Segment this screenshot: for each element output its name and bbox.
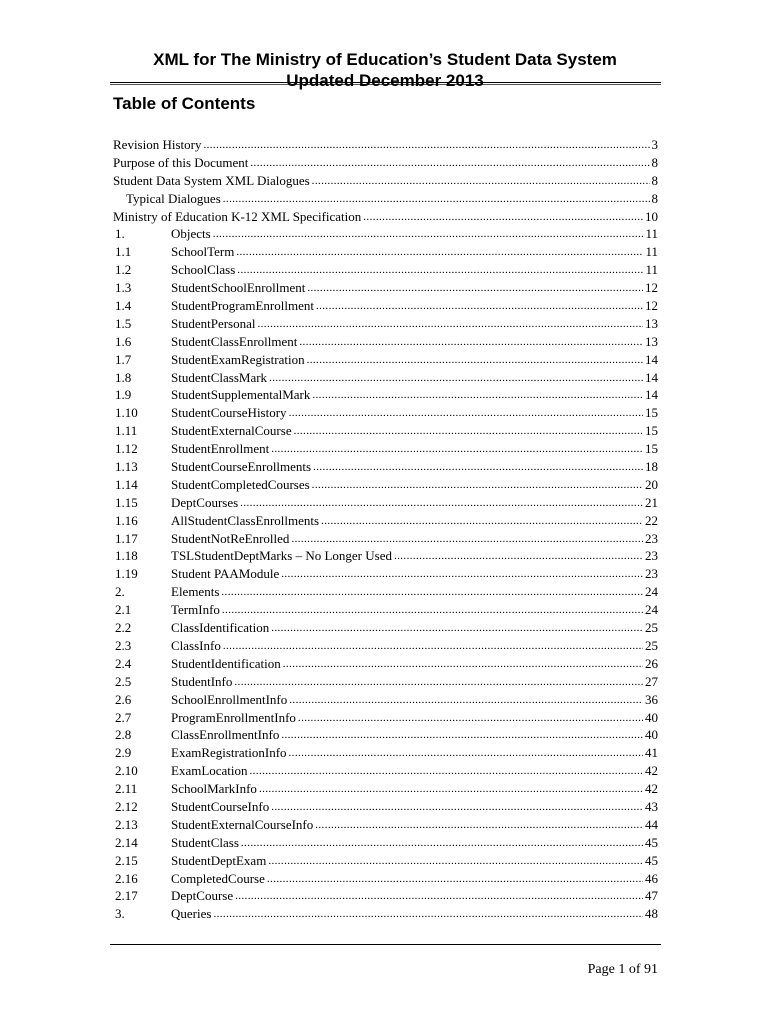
toc-entry-page: 18 [645,459,658,475]
toc-entry-number: 2.17 [115,888,138,904]
toc-entry-number: 2.15 [115,852,138,868]
toc-entry-number: 1.18 [115,548,138,564]
toc-entry-page: 45 [645,834,658,850]
toc-entry-number: 1.3 [115,280,132,296]
document-subtitle: Updated December 2013 [286,71,484,90]
toc-entry[interactable] [113,583,658,601]
toc-entry-number: 1.11 [115,423,138,439]
toc-entry-page: 36 [645,691,658,707]
toc-entry-number: 1.14 [115,476,138,492]
toc-entry[interactable] [113,887,658,905]
toc-entry-label: Purpose of this Document [113,154,249,170]
toc-entry-page: 11 [645,262,658,278]
toc-entry-label: TermInfo [171,602,220,618]
toc-entry-label: DeptCourses [171,494,239,510]
toc-entry-label: StudentPersonal [171,315,256,331]
toc-entry-label: StudentNotReEnrolled [171,530,290,546]
toc-entry[interactable] [113,333,658,351]
toc-entry[interactable] [113,386,658,404]
toc-entry-label: ClassEnrollmentInfo [171,727,280,743]
toc-entry-label: StudentExamRegistration [171,351,305,367]
toc-entry-label: StudentDeptExam [171,852,267,868]
toc-entry-page: 25 [645,637,658,653]
toc-entry[interactable] [113,619,658,637]
toc-entry-label: StudentClass [171,834,239,850]
toc-entry-label: StudentProgramEnrollment [171,298,314,314]
toc-entry-number: 1.6 [115,333,132,349]
toc-entry-page: 12 [645,280,658,296]
toc-entry-label: StudentSchoolEnrollment [171,280,306,296]
toc-entry-number: 2.9 [115,745,132,761]
toc-entry-page: 15 [645,405,658,421]
toc-entry-page: 24 [645,602,658,618]
toc-entry-label: SchoolClass [171,262,236,278]
toc-entry-number: 1.9 [115,387,132,403]
toc-entry-label: CompletedCourse [171,870,265,886]
toc-entry-label: Queries [171,906,212,922]
toc-entry-label: Student PAAModule [171,566,280,582]
toc-entry-page: 12 [645,298,658,314]
toc-entry[interactable] [113,530,658,548]
toc-entry-number: 1.13 [115,459,138,475]
toc-entry-number: 2.6 [115,691,132,707]
toc-entry-label: StudentClassMark [171,369,268,385]
toc-entry-number: 2.14 [115,834,138,850]
table-of-contents [113,136,658,923]
toc-entry[interactable] [113,279,658,297]
toc-entry-page: 22 [645,512,658,528]
toc-entry-label: StudentExternalCourseInfo [171,816,314,832]
toc-entry[interactable] [113,547,658,565]
toc-entry-number: 2.4 [115,655,132,671]
toc-entry-page: 10 [645,208,658,224]
toc-entry-number: 1.16 [115,512,138,528]
toc-entry[interactable] [113,440,658,458]
toc-entry-label: StudentCourseHistory [171,405,287,421]
toc-entry-label: Student Data System XML Dialogues [113,172,310,188]
toc-entry-label: StudentCourseInfo [171,798,270,814]
toc-entry[interactable] [113,834,658,852]
footer-rule [110,944,661,945]
toc-entry-number: 2.16 [115,870,138,886]
toc-entry-page: 14 [645,351,658,367]
toc-entry-page: 26 [645,655,658,671]
toc-entry-page: 11 [645,244,658,260]
toc-entry-label: StudentEnrollment [171,441,270,457]
toc-entry-number: 2.3 [115,637,132,653]
toc-entry-label: StudentCourseEnrollments [171,459,312,475]
page-number: Page 1 of 91 [587,962,658,977]
toc-entry-number: 2.1 [115,602,132,618]
toc-entry-label: StudentIdentification [171,655,281,671]
toc-entry-page: 11 [645,226,658,242]
toc-entry[interactable] [113,172,658,190]
toc-entry-label: Typical Dialogues [126,190,221,206]
toc-entry-label: Objects [171,226,211,242]
toc-entry-label: StudentInfo [171,673,233,689]
toc-entry-page: 13 [645,333,658,349]
toc-entry-page: 14 [645,387,658,403]
toc-entry-number: 2.10 [115,763,138,779]
toc-entry-page: 8 [651,154,658,170]
toc-entry-number: 2.13 [115,816,138,832]
toc-entry-page: 13 [645,315,658,331]
toc-dot-leader [213,904,643,924]
toc-entry-page: 47 [645,888,658,904]
toc-entry[interactable] [113,798,658,816]
toc-entry[interactable] [113,673,658,691]
toc-entry[interactable] [113,225,658,243]
toc-entry[interactable] [113,494,658,512]
toc-entry[interactable] [113,458,658,476]
toc-entry[interactable] [113,905,658,923]
toc-entry[interactable] [113,404,658,422]
toc-entry[interactable] [113,691,658,709]
toc-entry[interactable] [113,870,658,888]
toc-entry-number: 1.2 [115,262,132,278]
toc-entry-label: SchoolMarkInfo [171,781,257,797]
toc-entry[interactable] [113,243,658,261]
toc-entry-label: TSLStudentDeptMarks – No Longer Used [171,548,392,564]
toc-entry-number: 1.12 [115,441,138,457]
toc-entry-label: StudentClassEnrollment [171,333,298,349]
toc-entry-label: Elements [171,584,220,600]
toc-entry-number: 1.4 [115,298,132,314]
toc-entry-page: 23 [645,530,658,546]
toc-heading: Table of Contents [113,94,256,113]
toc-entry-label: StudentExternalCourse [171,423,292,439]
toc-entry[interactable] [113,136,658,154]
toc-entry-label: Revision History [113,137,202,152]
document-title: XML for The Ministry of Education’s Student Data System [153,50,617,69]
toc-entry-label: StudentSupplementalMark [171,387,311,403]
toc-entry-page: 42 [645,763,658,779]
toc-entry[interactable] [113,422,658,440]
toc-entry[interactable] [113,726,658,744]
toc-entry[interactable] [113,369,658,387]
toc-entry-number: 2.12 [115,798,138,814]
toc-entry-label: Ministry of Education K-12 XML Specification [113,208,362,224]
toc-entry-number: 1.15 [115,494,138,510]
toc-entry[interactable] [113,655,658,673]
toc-entry[interactable] [113,315,658,333]
toc-entry-number: 2.8 [115,727,132,743]
toc-entry-page: 41 [645,745,658,761]
toc-entry-page: 14 [645,369,658,385]
toc-entry-number: 2.5 [115,673,132,689]
toc-entry-label: ExamLocation [171,763,248,779]
toc-entry[interactable] [113,816,658,834]
toc-entry-page: 40 [645,727,658,743]
toc-entry-label: DeptCourse [171,888,234,904]
toc-entry-number: 3. [115,906,125,922]
toc-entry-number: 1.10 [115,405,138,421]
toc-entry[interactable] [113,852,658,870]
toc-entry[interactable] [113,744,658,762]
toc-entry[interactable] [113,476,658,494]
toc-entry-page: 44 [645,816,658,832]
toc-entry-number: 2.2 [115,620,132,636]
toc-entry-number: 1.1 [115,244,132,260]
toc-entry-number: 1.19 [115,566,138,582]
toc-entry-page: 3 [651,137,658,152]
toc-entry-number: 2.7 [115,709,132,725]
toc-entry-label: StudentCompletedCourses [171,476,310,492]
toc-entry[interactable] [113,351,658,369]
toc-entry-number: 1.17 [115,530,138,546]
toc-entry-number: 1.5 [115,315,132,331]
toc-entry[interactable] [113,208,658,226]
toc-entry-number: 2. [115,584,125,600]
toc-entry-label: ClassInfo [171,637,221,653]
toc-entry-number: 1.8 [115,369,132,385]
toc-entry-page: 48 [645,906,658,922]
toc-entry[interactable] [113,154,658,172]
toc-entry[interactable] [113,601,658,619]
toc-entry[interactable] [113,190,658,208]
toc-entry-page: 23 [645,566,658,582]
toc-entry-label: ProgramEnrollmentInfo [171,709,296,725]
toc-entry[interactable] [113,565,658,583]
toc-entry[interactable] [113,637,658,655]
toc-entry-number: 1. [115,226,125,242]
toc-entry-page: 46 [645,870,658,886]
toc-entry[interactable] [113,512,658,530]
toc-entry-page: 40 [645,709,658,725]
toc-entry-page: 8 [651,190,658,206]
toc-entry-page: 43 [645,798,658,814]
toc-entry-page: 45 [645,852,658,868]
toc-entry-page: 15 [645,441,658,457]
toc-entry-page: 20 [645,476,658,492]
toc-entry-page: 27 [645,673,658,689]
toc-entry-label: ExamRegistrationInfo [171,745,287,761]
toc-entry-label: SchoolEnrollmentInfo [171,691,288,707]
toc-entry-number: 1.7 [115,351,132,367]
toc-entry[interactable] [113,297,658,315]
toc-entry-label: AllStudentClassEnrollments [171,512,320,528]
toc-entry-page: 8 [651,172,658,188]
toc-entry[interactable] [113,780,658,798]
toc-entry-page: 15 [645,423,658,439]
toc-entry-page: 25 [645,620,658,636]
toc-entry-label: ClassIdentification [171,620,270,636]
toc-entry[interactable] [113,709,658,727]
toc-entry-page: 42 [645,781,658,797]
toc-entry-page: 23 [645,548,658,564]
toc-entry[interactable] [113,762,658,780]
toc-entry-page: 21 [645,494,658,510]
toc-entry-page: 24 [645,584,658,600]
toc-entry-label: SchoolTerm [171,244,235,260]
toc-entry-number: 2.11 [115,781,138,797]
toc-entry[interactable] [113,261,658,279]
